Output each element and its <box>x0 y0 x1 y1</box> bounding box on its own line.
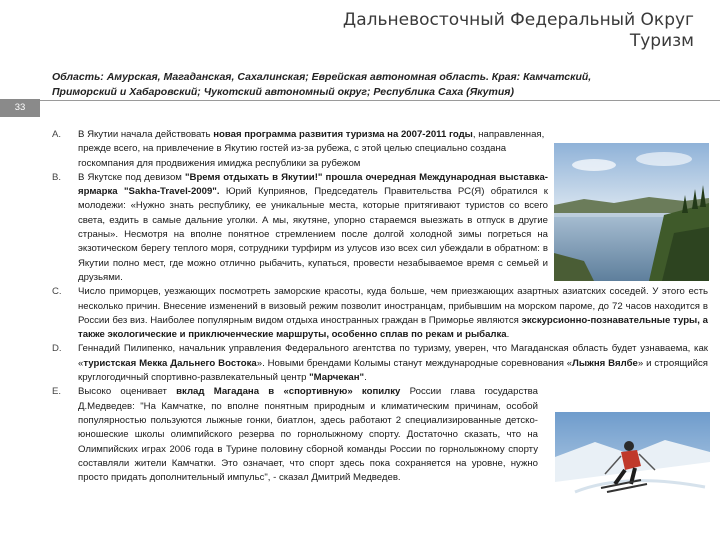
item-marker: A. <box>52 129 62 140</box>
item-d-text-4: . <box>364 372 367 384</box>
item-b-text-1: В Якутске под девизом <box>78 171 185 183</box>
slide-number-badge: 33 <box>0 99 40 117</box>
item-d-text-1: Геннадий Пилипенко, начальник управления Федерального агентства по туризму, уверен, что Магаданская область будет узнаваема, как « <box>78 343 708 369</box>
title-line-2: Туризм <box>629 31 694 51</box>
regions-subtitle <box>52 70 692 100</box>
item-a-text-2: , направленная, прежде всего, на привлечение в Якутию гостей из-за рубежа, с этой целью специально создана госкомпания для продвижения имиджа республики за рубежом <box>78 129 545 169</box>
item-a-text-1: В Якутии начала действовать <box>78 129 214 140</box>
list-item-d <box>52 342 708 385</box>
item-b-bold-1: "Время отдыхать в Якутии!" прошла очередная Международная выставка-ярмарка "Sakha-Travel-2009". <box>78 171 548 198</box>
item-marker: C. <box>52 286 62 298</box>
regions-line-2: Приморский и Хабаровский; Чукотский автономный округ; Республика Саха (Якутия) <box>52 86 514 98</box>
item-e-bold-1: вклад Магадана в «спортивную» копилку <box>176 386 401 398</box>
item-marker: D. <box>52 343 62 355</box>
skier-photo <box>555 412 710 524</box>
river-landscape-photo <box>554 143 709 281</box>
item-b-text-2: Юрий Куприянов, Председатель Правительства РС(Я) обратился к молодежи: «Нужно знать республику, ее уникальные места, которые притягивают туристов со всего света, ездить в самые дальние уголки. А мы, якутяне, упорно стараемся выезжать в отпуск в другие страны». Несмотря на вполне понятное стремлением после долгой холодной зимы погреться на экзотическом берегу теплого моря, сотрудники турфирм из улусов изо всех сил убеждали в обратном: в Якутии полно мест, где можно отлично рыбачить, купаться, провести незабываемое время с семьей и друзьями. <box>78 186 548 283</box>
item-d-bold-1: туристская Мекка Дальнего Востока <box>83 357 257 369</box>
item-d-bold-3: "Марчекан" <box>309 372 365 384</box>
title-line-1: Дальневосточный Федеральный Округ <box>342 10 694 30</box>
list-item-c <box>52 285 708 342</box>
item-c-text-1: Число приморцев, уезжающих посмотреть заморские красоты, куда больше, чем приезжающих азартных азиатских соседей. У этого есть несколько причин. Внесение изменений в визовый режим позволит иностранцам, прибывшим на морском пароме, до 72 часов находится в России без виз. Наиболее популярным видом отдыха иностранных граждан в Приморье являются <box>78 286 708 326</box>
item-d-text-2: ». Новыми брендами Колымы станут международные соревнования « <box>256 357 573 369</box>
item-d-bold-2: Лыжня Вялбе <box>572 357 638 369</box>
divider-line <box>40 100 720 101</box>
item-c-text-2: . <box>506 329 510 341</box>
item-d-text-3: » и строящийся круглогодичный спортивно-развлекательный центр <box>78 357 708 384</box>
item-marker: E. <box>52 386 62 398</box>
item-marker: B. <box>52 171 62 183</box>
item-e-text-2: России глава государства Д.Медведев: "На Камчатке, по вполне понятным природным и климатическим причинам, особой популярностью пользуются лыжные гонки, биатлон, здесь работают 2 специализированные детско-юношеские школы олимпийского резерва по горнолыжному спорту. Достаточно сказать, что на Олимпийских играх 2006 года в Турине половину сборной команды России по горнолыжному спорту составляли жители Камчатки. Это означает, что спорт здесь пока сохраняется на уровне, нужно просто придать дополнительный импульс", - сказал Дмитрий Медведев. <box>78 386 538 484</box>
page-title <box>343 10 694 52</box>
item-a-bold-1: новая программа развития туризма на 2007-2011 годы <box>213 129 473 140</box>
regions-line-1: Область: Амурская, Магаданская, Сахалинская; Еврейская автономная область. Края: Камчатский, <box>52 71 592 83</box>
item-c-bold-1: экскурсионно-познавательные туры, а также экологические и приключенческие маршруты, особенно сплав по рекам и рыбалка <box>78 314 708 341</box>
item-e-text-1: Высоко оценивает <box>78 386 177 398</box>
